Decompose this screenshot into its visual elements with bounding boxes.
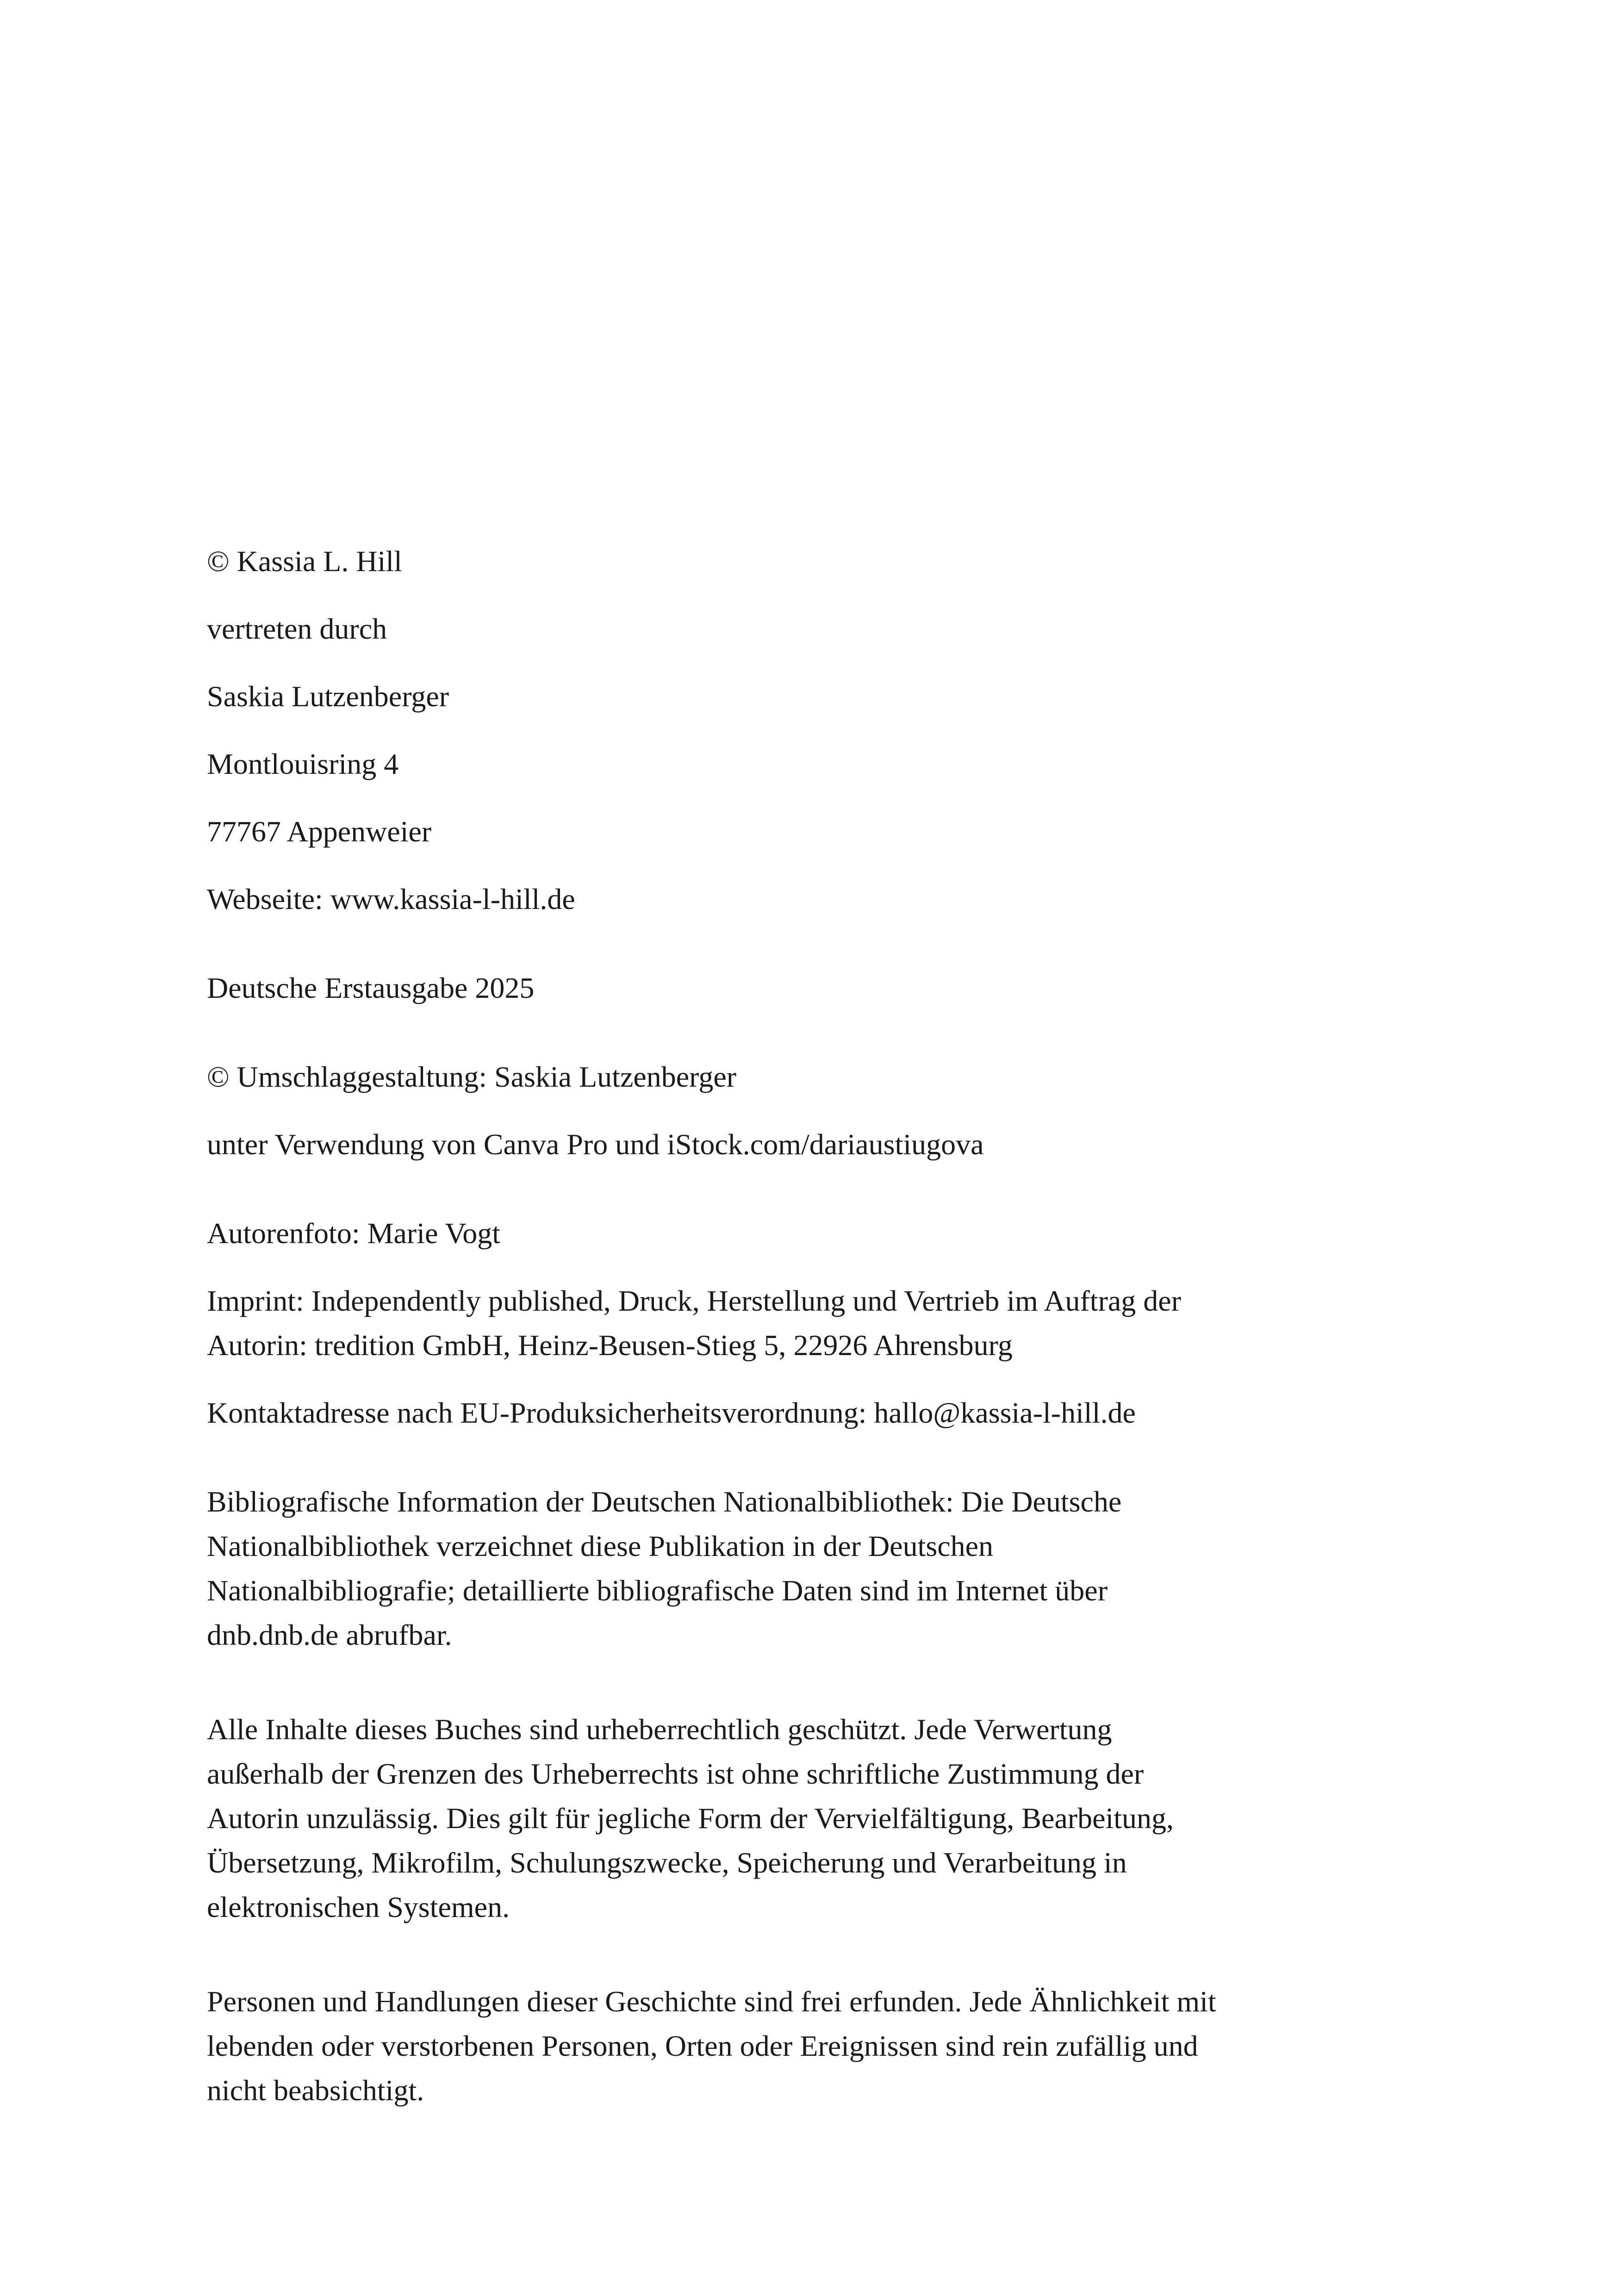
copyright-author: © Kassia L. Hill (207, 545, 402, 578)
disclaimer-line: Personen und Handlungen dieser Geschichte sind frei erfunden. Jede Ähnlichkeit mit (207, 1985, 1216, 2018)
imprint-content (207, 539, 1419, 2113)
contact-line: Kontaktadresse nach EU-Produksicherheitsverordnung: hallo@kassia-l-hill.de (207, 1396, 1136, 1429)
rights-line: elektronischen Systemen. (207, 1891, 510, 1923)
rights-line: Autorin unzulässig. Dies gilt für jegliche Form der Vervielfältigung, Bearbeitung, (207, 1802, 1174, 1835)
website-line: Webseite: www.kassia-l-hill.de (207, 883, 575, 915)
cover-sources-line: unter Verwendung von Canva Pro und iStock.com/dariaustiugova (207, 1128, 984, 1161)
disclaimer-paragraph (207, 1979, 1419, 2113)
imprint-line: Autorin: tredition GmbH, Heinz-Beusen-Stieg 5, 22926 Ahrensburg (207, 1329, 1013, 1362)
rights-line: Alle Inhalte dieses Buches sind urheberrechtlich geschützt. Jede Verwertung (207, 1713, 1112, 1746)
representative-name: Saskia Lutzenberger (207, 680, 449, 713)
bibliographic-line: Bibliografische Information der Deutschen Nationalbibliothek: Die Deutsche (207, 1485, 1122, 1518)
represented-by: vertreten durch (207, 612, 387, 645)
city-address: 77767 Appenweier (207, 815, 432, 848)
rights-paragraph (207, 1707, 1419, 1929)
rights-line: Übersetzung, Mikrofilm, Schulungszwecke, Speicherung und Verarbeitung in (207, 1846, 1127, 1879)
bibliographic-line: Nationalbibliografie; detaillierte bibliografische Daten sind im Internet über (207, 1574, 1108, 1607)
disclaimer-line: lebenden oder verstorbenen Personen, Orten oder Ereignissen sind rein zufällig und (207, 2029, 1198, 2062)
imprint-paragraph (207, 1279, 1419, 1368)
bibliographic-line: dnb.dnb.de abrufbar. (207, 1618, 452, 1651)
author-photo-line: Autorenfoto: Marie Vogt (207, 1217, 500, 1250)
bibliographic-paragraph (207, 1480, 1419, 1657)
cover-design-line: © Umschlaggestaltung: Saskia Lutzenberger (207, 1060, 737, 1093)
disclaimer-line: nicht beabsichtigt. (207, 2074, 424, 2107)
imprint-line: Imprint: Independently published, Druck, Herstellung und Vertrieb im Auftrag der (207, 1284, 1181, 1317)
bibliographic-line: Nationalbibliothek verzeichnet diese Publikation in der Deutschen (207, 1530, 994, 1562)
rights-line: außerhalb der Grenzen des Urheberrechts ist ohne schriftliche Zustimmung der (207, 1757, 1144, 1790)
street-address: Montlouisring 4 (207, 747, 399, 780)
edition-line: Deutsche Erstausgabe 2025 (207, 971, 535, 1004)
